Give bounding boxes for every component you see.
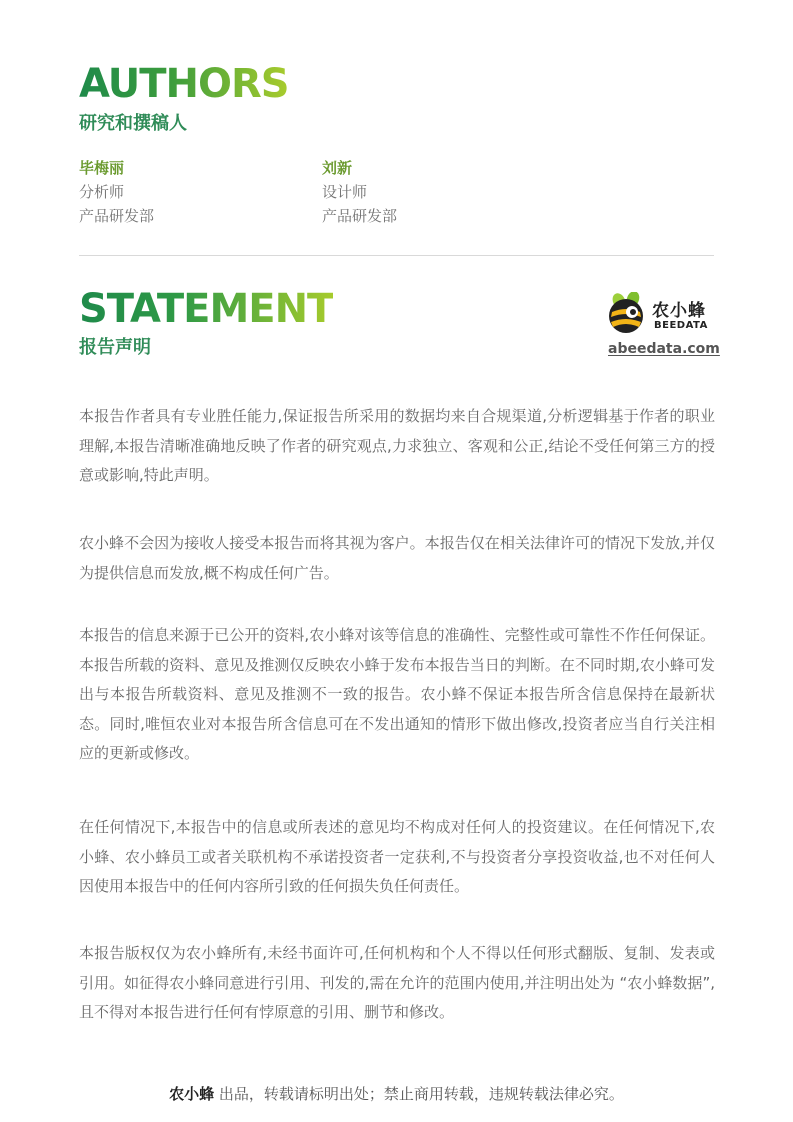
statement-subtitle: 报告声明 — [79, 337, 151, 358]
bee-icon — [606, 292, 650, 336]
author-role: 设计师 — [322, 183, 368, 201]
author-department: 产品研发部 — [79, 207, 155, 225]
statement-paragraph — [79, 402, 715, 491]
authors-title: AUTHORS — [79, 61, 289, 107]
authors-subtitle: 研究和撰稿人 — [79, 113, 187, 134]
author-department: 产品研发部 — [322, 207, 398, 225]
footer-brand: 农小蜂 — [169, 1085, 215, 1103]
statement-paragraph — [79, 813, 715, 902]
statement-paragraph — [79, 529, 715, 588]
author-card — [322, 156, 397, 228]
paragraph-text: 在任何情况下,本报告中的信息或所表述的意见均不构成对任何人的投资建议。在任何情况下,农小蜂、农小蜂员工或者关联机构不承诺投资者一定获利,不与投资者分享投资收益,也不对任何人因使用本报告中的任何内容所引致的任何损失负任何责任。 — [79, 818, 715, 895]
statement-title: STATEMENT — [79, 286, 334, 332]
logo-brand-en: BEEDATA — [654, 320, 708, 331]
author-name: 毕梅丽 — [79, 159, 125, 177]
logo-brand-name: 农小蜂 — [652, 301, 706, 321]
logo-site-link[interactable]: abeedata.com — [608, 341, 720, 357]
page-footer — [0, 1083, 793, 1104]
statement-paragraph — [79, 621, 715, 769]
section-divider — [79, 255, 714, 256]
statement-paragraph — [79, 939, 715, 1028]
brand-logo — [606, 290, 720, 362]
paragraph-text: 本报告版权仅为农小蜂所有,未经书面许可,任何机构和个人不得以任何形式翻版、复制、发表或引用。如征得农小蜂同意进行引用、刊发的,需在允许的范围内使用,并注明出处为 “农小蜂数据”,且不得对本报告进行任何有悖原意的引用、删节和修改。 — [79, 944, 715, 1021]
paragraph-text: 本报告作者具有专业胜任能力,保证报告所采用的数据均来自合规渠道,分析逻辑基于作者的职业理解,本报告清晰准确地反映了作者的研究观点,力求独立、客观和公正,结论不受任何第三方的授意或影响,特此声明。 — [79, 407, 715, 484]
paragraph-text: 本报告的信息来源于已公开的资料,农小蜂对该等信息的准确性、完整性或可靠性不作任何保证。本报告所载的资料、意见及推测仅反映农小蜂于发布本报告当日的判断。在不同时期,农小蜂可发出与本报告所载资料、意见及推测不一致的报告。农小蜂不保证本报告所含信息保持在最新状态。同时,唯恒农业对本报告所含信息可在不发出通知的情形下做出修改,投资者应当自行关注相应的更新或修改。 — [79, 626, 715, 762]
author-role: 分析师 — [79, 183, 125, 201]
author-card — [79, 156, 154, 228]
footer-text: 出品，转载请标明出处；禁止商用转载，违规转载法律必究。 — [218, 1085, 624, 1103]
paragraph-text: 农小蜂不会因为接收人接受本报告而将其视为客户。本报告仅在相关法律许可的情况下发放,并仅为提供信息而发放,概不构成任何广告。 — [79, 534, 715, 582]
author-name: 刘新 — [322, 159, 353, 177]
